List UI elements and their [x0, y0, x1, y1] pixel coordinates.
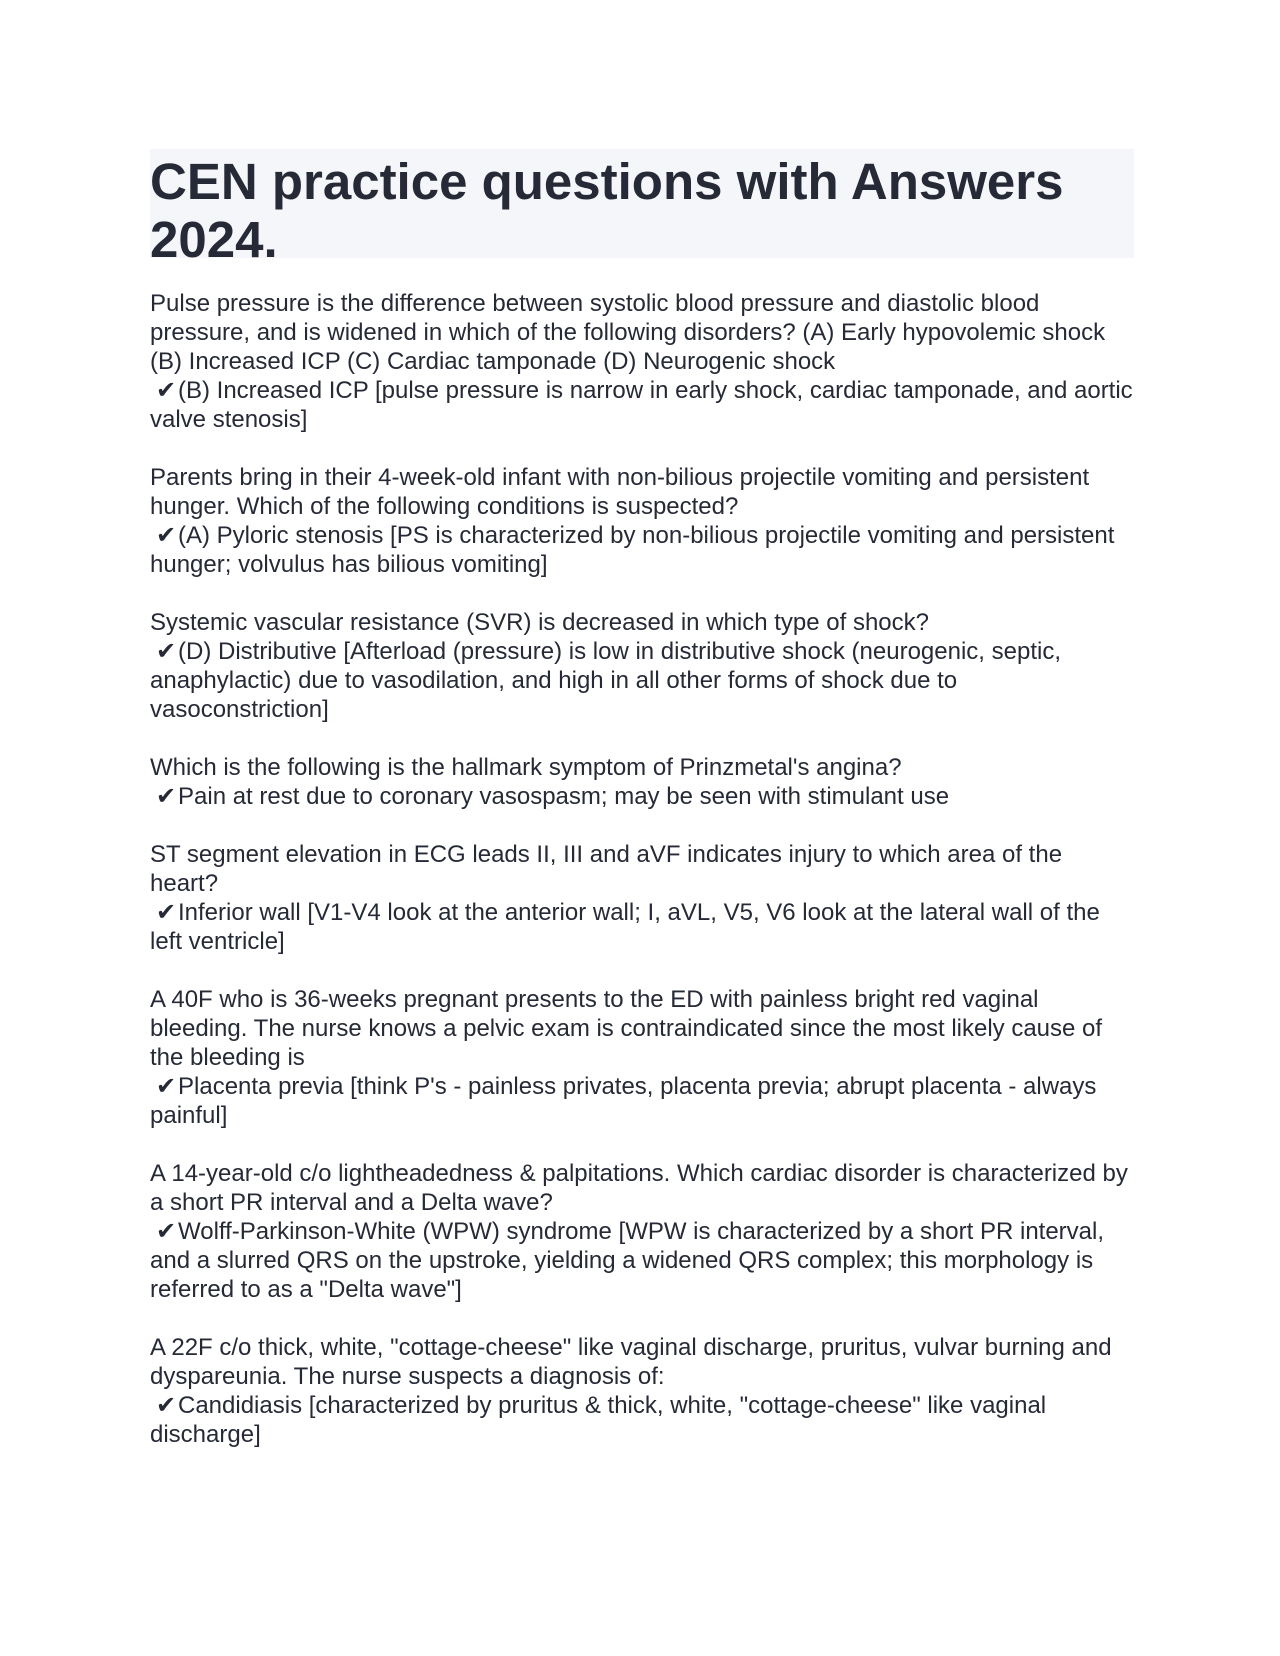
question-text: Which is the following is the hallmark symptom of Prinzmetal's angina? [150, 754, 902, 781]
answer-line [150, 1391, 1134, 1449]
checkmark-icon: ✔ [156, 1392, 177, 1419]
answer-line [150, 1217, 1134, 1304]
checkmark-icon: ✔ [156, 1218, 177, 1245]
question-text: Pulse pressure is the difference between systolic blood pressure and diastolic blood pressure, and is widened in which of the following disorders? (A) Early hypovolemic shock (B) Increased ICP (C) Cardiac tamponade (D) Neurogenic shock [150, 290, 1106, 375]
answer-line [150, 637, 1134, 724]
answer-text: Wolff-Parkinson-White (WPW) syndrome [WPW is characterized by a short PR interval, and a slurred QRS on the upstroke, yielding a widened QRS complex; this morphology is referred to as a "Delta wave"] [150, 1218, 1105, 1303]
checkmark-icon: ✔ [156, 1073, 177, 1100]
title-banner [150, 149, 1134, 268]
document-page [150, 149, 1134, 1478]
qa-item [150, 463, 1134, 579]
checkmark-icon: ✔ [156, 783, 177, 810]
answer-text: Candidiasis [characterized by pruritus & thick, white, "cottage-cheese" like vaginal discharge] [150, 1392, 1047, 1448]
qa-item [150, 1159, 1134, 1304]
answer-text: (A) Pyloric stenosis [PS is characterized by non-bilious projectile vomiting and persistent hunger; volvulus has bilious vomiting] [150, 522, 1115, 578]
qa-list [150, 289, 1134, 1449]
checkmark-icon: ✔ [156, 638, 177, 665]
qa-item [150, 753, 1134, 811]
answer-line [150, 1072, 1134, 1130]
answer-text: Pain at rest due to coronary vasospasm; may be seen with stimulant use [178, 783, 950, 810]
question-text: A 22F c/o thick, white, "cottage-cheese" like vaginal discharge, pruritus, vulvar burning and dyspareunia. The nurse suspects a diagnosis of: [150, 1334, 1112, 1390]
answer-line [150, 782, 1134, 811]
question-text: ST segment elevation in ECG leads II, III and aVF indicates injury to which area of the heart? [150, 841, 1063, 897]
qa-item [150, 1333, 1134, 1449]
question-text: A 14-year-old c/o lightheadedness & palpitations. Which cardiac disorder is characterized by a short PR interval and a Delta wave? [150, 1160, 1128, 1216]
question-text: Parents bring in their 4-week-old infant with non-bilious projectile vomiting and persistent hunger. Which of the following conditions is suspected? [150, 464, 1090, 520]
answer-text: Inferior wall [V1-V4 look at the anterior wall; I, aVL, V5, V6 look at the lateral wall of the left ventricle] [150, 899, 1100, 955]
qa-item [150, 985, 1134, 1130]
answer-text: (B) Increased ICP [pulse pressure is narrow in early shock, cardiac tamponade, and aortic valve stenosis] [150, 377, 1133, 433]
document-title: CEN practice questions with Answers 2024. [150, 153, 1064, 268]
qa-item [150, 608, 1134, 724]
checkmark-icon: ✔ [156, 522, 177, 549]
answer-text: Placenta previa [think P's - painless privates, placenta previa; abrupt placenta - always painful] [150, 1073, 1097, 1129]
checkmark-icon: ✔ [156, 899, 177, 926]
answer-line [150, 521, 1134, 579]
answer-line [150, 376, 1134, 434]
answer-text: (D) Distributive [Afterload (pressure) is low in distributive shock (neurogenic, septic, anaphylactic) due to vasodilation, and high in all other forms of shock due to vasoconstriction] [150, 638, 1061, 723]
answer-line [150, 898, 1134, 956]
question-text: Systemic vascular resistance (SVR) is decreased in which type of shock? [150, 609, 929, 636]
question-text: A 40F who is 36-weeks pregnant presents to the ED with painless bright red vaginal bleeding. The nurse knows a pelvic exam is contraindicated since the most likely cause of the bleeding is [150, 986, 1103, 1071]
checkmark-icon: ✔ [156, 377, 177, 404]
qa-item [150, 289, 1134, 434]
qa-item [150, 840, 1134, 956]
